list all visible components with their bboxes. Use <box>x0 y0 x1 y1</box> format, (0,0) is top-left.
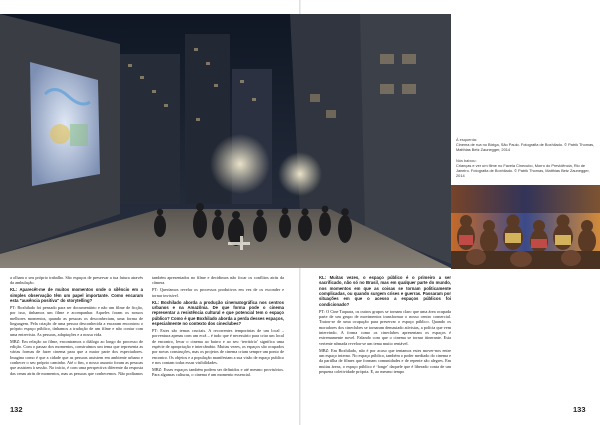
caption-below-photo <box>456 158 596 178</box>
children-photo <box>451 185 600 269</box>
paragraph: PT: Estes são temas cruciais. A recorrentes temporárias de um local – porventura apenas com um ecrã – é tudo que é necessário para criar um local de encontro, levar o cinema ao bairro e ao seu ‘território’ significa uma espécie de apropriação e intercâmbio. Muitas vezes, os espaços são ocupados por novas construções, mas os projetos de cinema criam sempre um ponto de encontro. Os objetos e a população manifestam a sua visão de espaço publico e nos contam todas essas visibilidades. <box>152 327 284 365</box>
paragraph: PT: Queríamos revelar os processos produtivos em vez de os esconder e tornar invisível. <box>152 287 284 298</box>
paragraph: PT: O Cine Taquara, os outros grupos se tornam claro que uma área ocupada parte de um grupo de movimentos transformar o nosso centro comercial. Tratou-se de uma ocupação para preservar o espaço público. Quando os moradores dos cineclubes se tornaram demasiado ativistas, a polícia que vem intervindo. A forma como os cineclubes apresentam os espaços é extremamente novel. Falando com que o cinema se tornar itinerante. Esta vertente nômada revelou-se um tema muito rentável. <box>319 308 451 346</box>
caption-left-photo <box>456 137 596 152</box>
paragraph: MBZ: Em Boxhilado, não é por acaso que tentamos estes mover-nos entre um espaço interno. No espaço público, também o poder mediado do cinema e da partilha de filmes que formam comunidades e de repente são alegres. Em muitas áreas, o espaço público é ‘longe’ daquele que é liberado conta de um pequena coletividade própria. E, ao mesmo tempo <box>319 347 451 375</box>
paragraph: PT: Boxhilado foi pensado para ser documentário e não um filme de ficção, por isso, tínhamos um filme e acompanhar. Aqueles foram os nossos melhores momentos, quando as pessoas os desconheciam, uma forma de linguagem. Pela criação de uma pessoa desconhecida a encaram encontrou o próprio espaço público, tínhamos a tradução de um filme e não contar com uma entrevista. As pessoas, adaptações e a nossa vida. <box>10 304 143 337</box>
caption-text: Cinema de rua no Bixiga, São Paulo. Fotografia de Boxhilado. © Patrik Thomas, Matthias Betz Zaunegger, 2014 <box>456 142 595 152</box>
paragraph: também apresentados no filme e decidimos não focar os conflitos atrás da câmera. <box>152 275 284 286</box>
text-column-2 <box>152 275 284 379</box>
paragraph: MBZ: Esses espaços também podem ser definidos e até mesmo provisórios. Para algumas culturas, o cinema é um momento essencial. <box>152 366 284 378</box>
caption-label: À esquerda: <box>456 137 477 142</box>
main-street-photo <box>0 14 451 268</box>
text-column-1 <box>10 275 143 378</box>
interview-question: KL: Muitas vezes, o espaço público é o primeiro a ser sacrificado, não só no Brasil, mas em qualquer parte do mundo, nos momentos em que as coisas se tornam politicamente complicadas, ou quando surgem crises e guerras. Passaram por situações em que o acesso a espaços públicos foi condicionado? <box>319 275 451 307</box>
interview-question: KL: Boxhilado aborda a produção cinematográfica nos centros urbanos e na Amazônia. De que forma pode o cinema representar a resistência cultural e que potencial tem o espaço público? Como é que Boxhilado aborda a perda desses espaços, especialmente no contexto dos cineclubes? <box>152 299 284 326</box>
page-number-right: 133 <box>573 405 586 414</box>
caption-text: Crianças e ver um filme no Favela Cinecubo, Morro do Previdência, Rio de Janeiro. Fotografia de Boxhilado. © Patrik Thomas, Matthias Betz Zaunegger, 2014 <box>456 163 590 178</box>
paragraph: a olham o seu próprio trabalho. São espaços de preservar a tua futura através da ambulação. <box>10 275 143 286</box>
caption-label: Nós baixou: <box>456 158 477 163</box>
photo-captions <box>456 137 596 184</box>
page-number-left: 132 <box>10 405 23 414</box>
paragraph: MBZ: Em relação ao filme, encontramos o diálogo ao longo do processo de edição. Com o passar dos momentos, construímos um tema que representa as várias formas de fazer cinema para que a maior parte dos espectadores. Imagina como é que a cidade que as pessoas assistem em ambiente urbano e conhecer o seu próprio caminho. Até o fim, o nosso assunto foram as pessoas que assistem à sessão. No início, é com uma perspectiva diferente da resposta das cenas atrás de momentos, mas as pessoas que conhecemos. Não podíamos <box>10 338 143 376</box>
text-column-3 <box>319 275 451 376</box>
interview-question: KL: Aparecêt-me de muitos momentos onde o silêncio em a simples observação têm um papel importante. Como encaram esta "ausência positiva" do storytelling? <box>10 287 143 303</box>
